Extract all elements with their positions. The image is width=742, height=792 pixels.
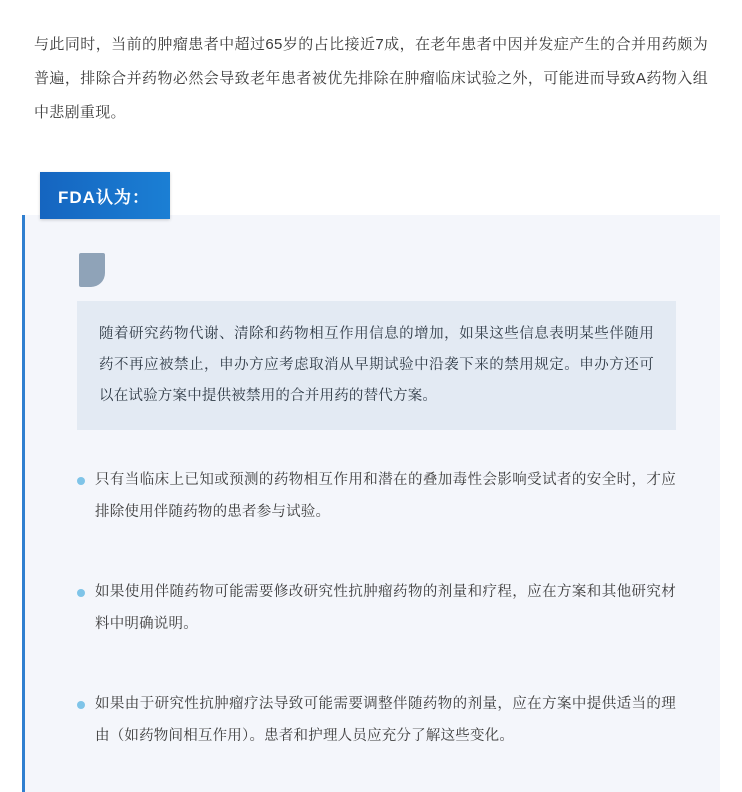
list-item bbox=[69, 576, 682, 640]
fda-section-heading: FDA认为： bbox=[40, 172, 170, 219]
list-item bbox=[69, 464, 682, 528]
list-item bbox=[69, 688, 682, 752]
quote-block bbox=[77, 253, 676, 430]
bullet-dot-icon bbox=[77, 477, 85, 485]
list-item-text: 如果使用伴随药物可能需要修改研究性抗肿瘤药物的剂量和疗程，应在方案和其他研究材料中明确说明。 bbox=[95, 584, 676, 632]
list-item-text: 只有当临床上已知或预测的药物相互作用和潜在的叠加毒性会影响受试者的安全时，才应排除使用伴随药物的患者参与试验。 bbox=[95, 472, 676, 520]
bullet-dot-icon bbox=[77, 701, 85, 709]
list-item-text: 如果由于研究性抗肿瘤疗法导致可能需要调整伴随药物的剂量，应在方案中提供适当的理由（如药物间相互作用）。患者和护理人员应充分了解这些变化。 bbox=[95, 696, 676, 744]
bullet-dot-icon bbox=[77, 589, 85, 597]
intro-paragraph: 与此同时，当前的肿瘤患者中超过65岁的占比接近7成，在老年患者中因并发症产生的合并用药颇为普遍，排除合并药物必然会导致老年患者被优先排除在肿瘤临床试验之外，可能进而导致A药物入组中悲剧重现。 bbox=[34, 36, 708, 121]
quote-mark-icon bbox=[79, 253, 105, 287]
bullet-list bbox=[69, 464, 682, 752]
fda-section bbox=[22, 172, 720, 792]
fda-section-body bbox=[22, 215, 720, 792]
quote-text: 随着研究药物代谢、清除和药物相互作用信息的增加，如果这些信息表明某些伴随用药不再应被禁止，申办方应考虑取消从早期试验中沿袭下来的禁用规定。申办方还可以在试验方案中提供被禁用的合并用药的替代方案。 bbox=[77, 301, 676, 430]
